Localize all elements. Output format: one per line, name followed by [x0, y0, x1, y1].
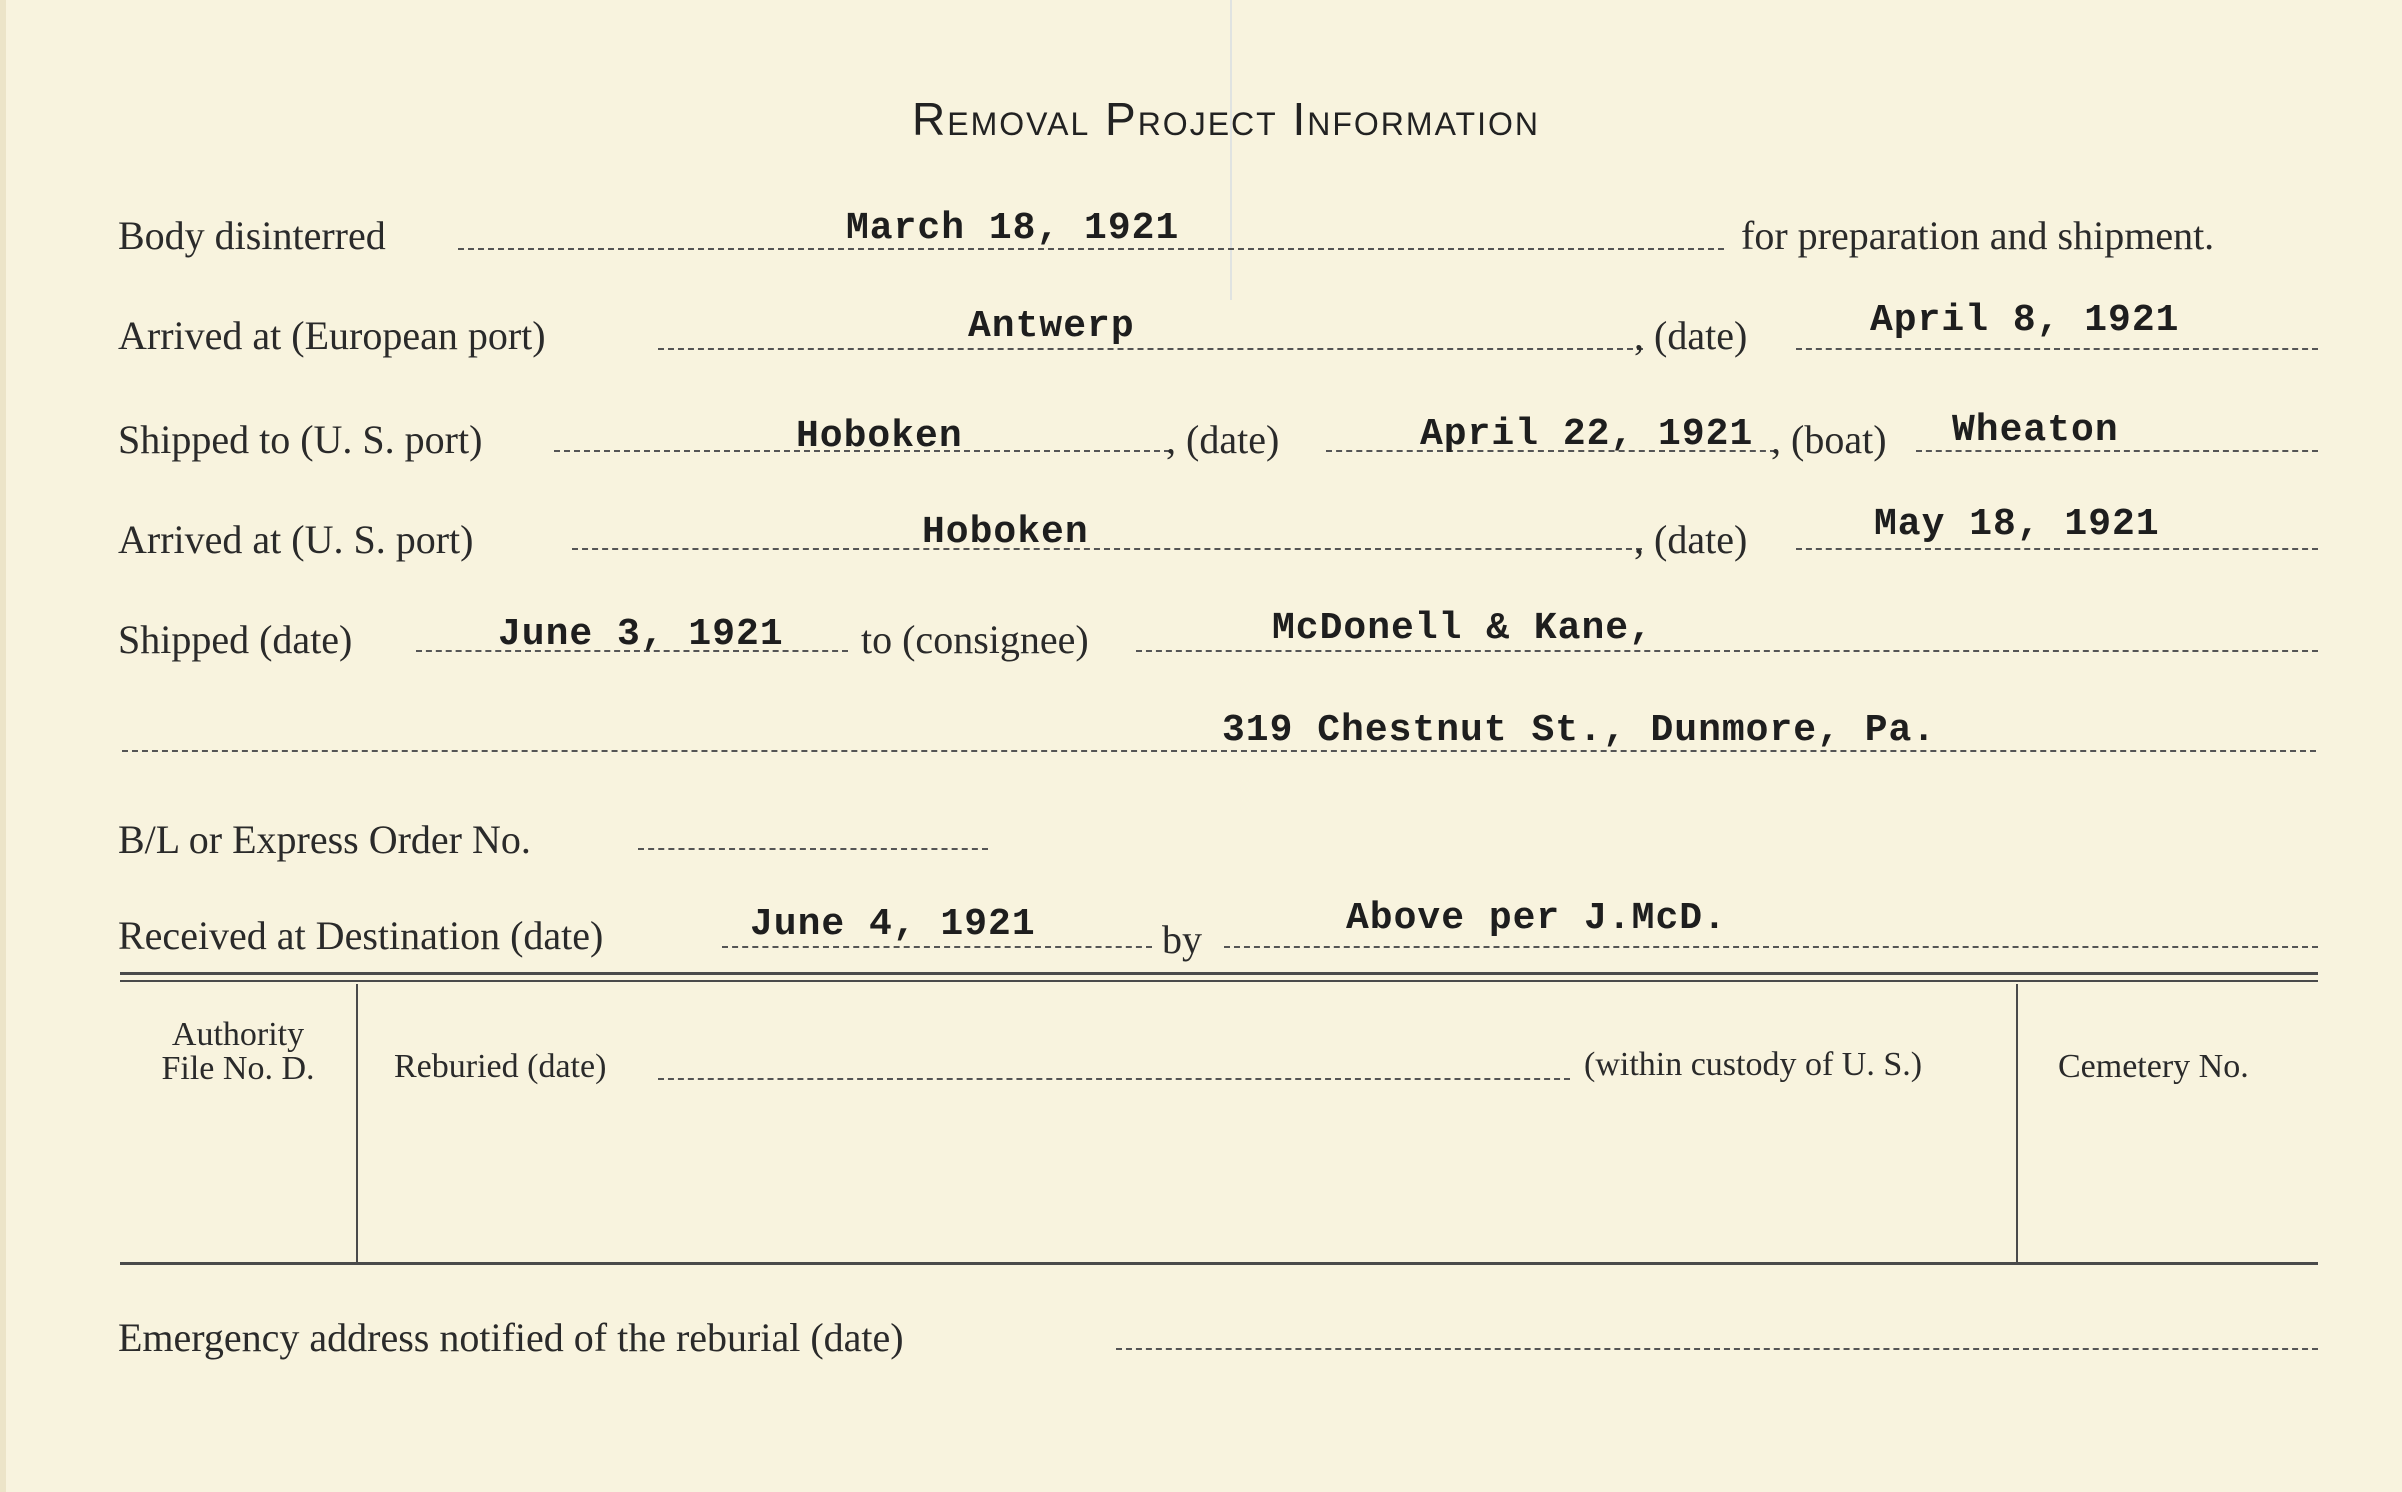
- reburied-label: Reburied (date): [394, 1048, 607, 1085]
- consignee-line: [1136, 650, 2318, 652]
- arrived-us-line: [572, 548, 1642, 550]
- received-date-line: [722, 946, 1152, 948]
- shipped-us-port: Hoboken: [796, 415, 963, 458]
- received-label: Received at Destination (date): [118, 913, 604, 958]
- table-top-rule: [120, 972, 2318, 975]
- column-divider-right: [2016, 984, 2018, 1262]
- shipped-us-boat-label: , (boat): [1771, 417, 1887, 462]
- arrived-european-date-line: [1796, 348, 2318, 350]
- arrived-us-date-label: , (date): [1634, 517, 1748, 562]
- emergency-label: Emergency address notified of the reburial (date): [118, 1315, 904, 1360]
- arrived-european-date: April 8, 1921: [1870, 299, 2180, 342]
- address-line: [122, 750, 2316, 752]
- shipped-us-date-label: , (date): [1166, 417, 1280, 462]
- shipped-us-boat: Wheaton: [1952, 409, 2119, 452]
- body-disinterred-value: March 18, 1921: [846, 207, 1180, 250]
- consignee-name: McDonell & Kane,: [1272, 607, 1653, 650]
- form-title: Removal Project Information: [912, 93, 1540, 145]
- arrived-us-date-line: [1796, 548, 2318, 550]
- received-by-label: by: [1162, 917, 1202, 962]
- cemetery-label: Cemetery No.: [2058, 1048, 2249, 1085]
- bl-label: B/L or Express Order No.: [118, 817, 531, 862]
- authority-label: Authority: [171, 1016, 305, 1053]
- body-disinterred-suffix: for preparation and shipment.: [1741, 213, 2215, 258]
- shipped-us-label: Shipped to (U. S. port): [118, 417, 483, 462]
- column-divider-left: [356, 984, 358, 1262]
- received-by: Above per J.McD.: [1346, 897, 1727, 940]
- arrived-us-date: May 18, 1921: [1874, 503, 2160, 546]
- bl-line: [638, 848, 988, 850]
- shipped-date-label: Shipped (date): [118, 617, 353, 662]
- shipped-date: June 3, 1921: [498, 613, 784, 656]
- arrived-european-line: [658, 348, 1643, 350]
- received-date: June 4, 1921: [750, 903, 1036, 946]
- arrived-us-label: Arrived at (U. S. port): [118, 517, 474, 562]
- consignee-label: to (consignee): [861, 617, 1089, 662]
- table-bottom-rule: [120, 1262, 2318, 1265]
- file-no-label: File No. D.: [161, 1050, 315, 1087]
- shipped-us-date: April 22, 1921: [1420, 413, 1754, 456]
- body-disinterred-label: Body disinterred: [118, 213, 386, 258]
- paper-mark: [1230, 0, 1232, 300]
- emergency-line: [1116, 1348, 2318, 1350]
- arrived-us-port: Hoboken: [922, 511, 1089, 554]
- arrived-european-label: Arrived at (European port): [118, 313, 546, 358]
- received-by-line: [1224, 946, 2318, 948]
- table-top-rule-2: [120, 980, 2318, 982]
- arrived-european-port: Antwerp: [968, 305, 1135, 348]
- arrived-european-date-label: , (date): [1634, 313, 1748, 358]
- consignee-address: 319 Chestnut St., Dunmore, Pa.: [1222, 709, 1937, 752]
- custody-label: (within custody of U. S.): [1584, 1046, 1923, 1083]
- reburied-line: [658, 1078, 1570, 1080]
